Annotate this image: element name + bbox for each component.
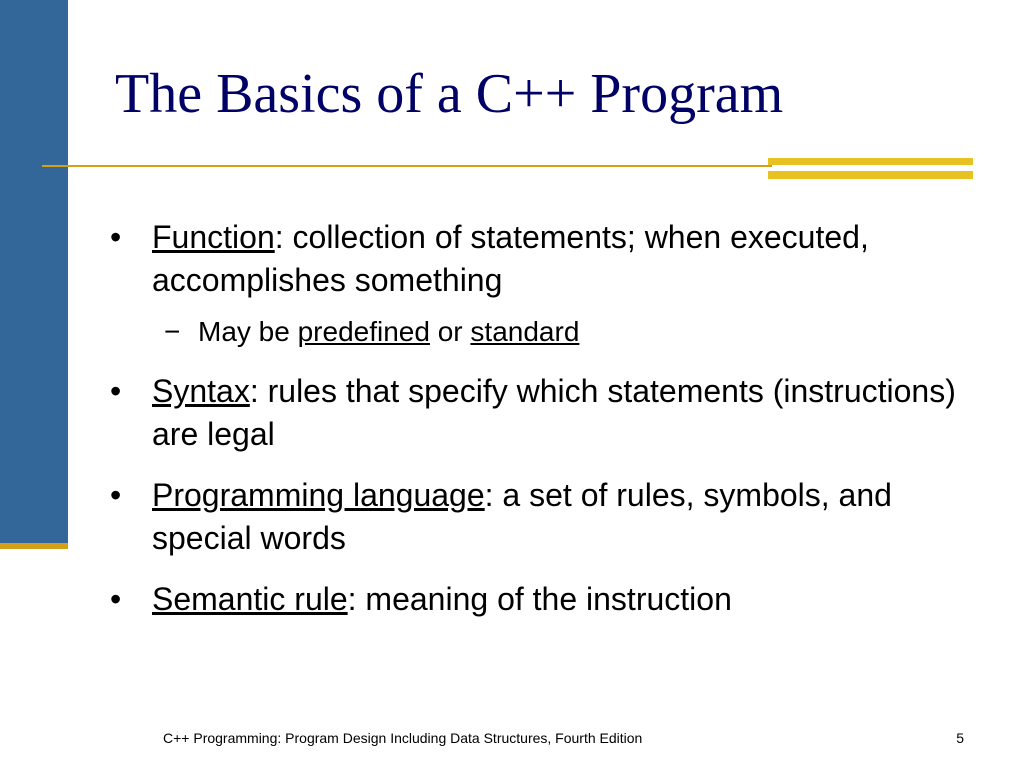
sub-text-middle: or <box>429 316 471 347</box>
term-programming-language: Programming language <box>152 477 485 513</box>
bullet-marker: • <box>110 477 122 513</box>
slide-title: The Basics of a C++ Program <box>115 63 784 125</box>
page-number: 5 <box>956 730 964 746</box>
side-bar <box>0 0 68 548</box>
term-syntax: Syntax <box>152 373 250 409</box>
bullet-programming-language <box>110 474 970 560</box>
bullet-syntax <box>110 370 970 456</box>
title-rule <box>42 165 772 167</box>
bullet-marker: • <box>110 219 122 255</box>
term-standard: standard <box>470 316 580 347</box>
bullet-function <box>110 216 970 302</box>
term-function: Function <box>152 219 275 255</box>
title-rule-accent-bottom <box>768 171 973 179</box>
term-predefined: predefined <box>297 316 430 347</box>
bullet-text: : collection of statements; when executed, accomplishes something <box>152 219 869 298</box>
bullet-marker: • <box>110 373 122 409</box>
bullet-text: : meaning of the instruction <box>347 581 732 617</box>
bullet-semantic-rule <box>110 578 970 621</box>
sub-text-prefix: May be <box>198 316 298 347</box>
slide-content <box>110 216 970 639</box>
bullet-text: : rules that specify which statements (instructions) are legal <box>152 373 956 452</box>
slide-footer: C++ Programming: Program Design Including Data Structures, Fourth Edition <box>163 730 643 746</box>
bullet-marker: • <box>110 581 122 617</box>
bullet-text: : a set of rules, symbols, and special words <box>152 477 892 556</box>
side-bar-edge <box>0 543 68 549</box>
title-rule-accent-top <box>768 158 973 165</box>
sub-bullet-predefined-standard <box>110 314 970 350</box>
sub-bullet-marker: − <box>164 316 181 347</box>
term-semantic-rule: Semantic rule <box>152 581 348 617</box>
